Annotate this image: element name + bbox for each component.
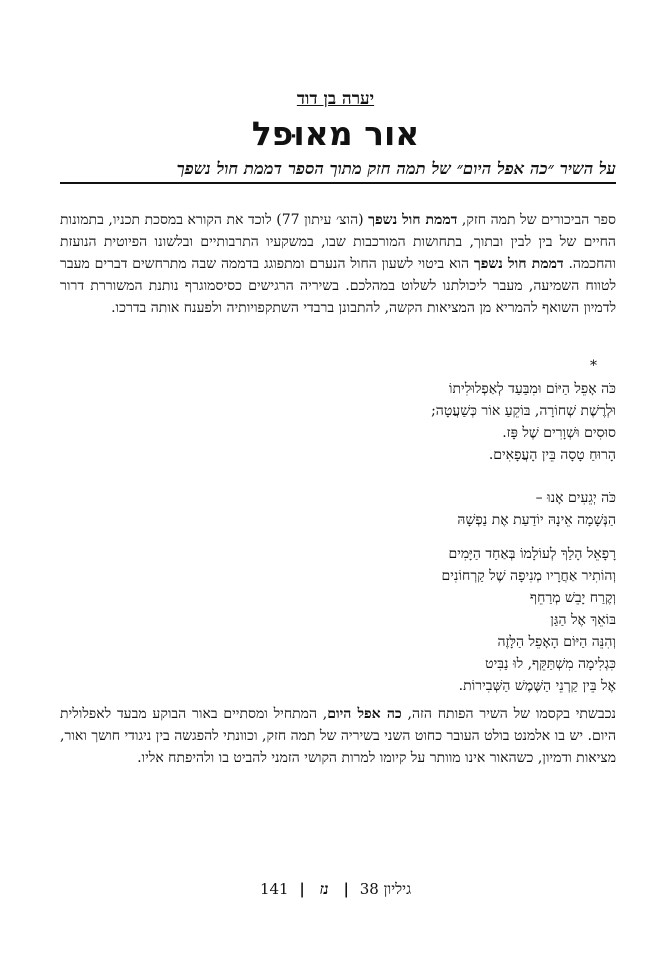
intro-book-1: דממת חול נשפך	[368, 212, 458, 228]
poem-line: הָרוּחַ טָסָה בֵּין הָעֲפָאִים.	[488, 447, 616, 463]
poem-line: אֶל בֵּין קַרְנֵי הַשֶּׁמֶשׁ הַשְּׁבִירוֹת.	[458, 678, 616, 694]
analysis-text-2: , המתחיל ומסתיים באור הבוקע מבעד לאפלולית היום. יש בו אלמנט בולט העובר כחוט השני בשיריה של תמה חזק, וכוונתי להפגשה בין ניגודי חושך ואור, מציאות ודמיון, כשהאור אינו מוותר על קיומו למרות הקושי הזמני להביט בו ולהיפתח אליו.	[60, 706, 616, 766]
journal-logo: נז	[319, 880, 329, 898]
poem-stanza-2	[457, 487, 616, 531]
poem-stanza-3	[442, 543, 617, 697]
poem-line: סוּסִים וּשְׁוָרִים שֶׁל פָּז.	[502, 425, 616, 441]
footer-divider: |	[343, 880, 349, 898]
subtitle-text: על השיר ״כה אפל היום״ של תמה חזק מתוך הספר	[287, 159, 616, 178]
section-separator: *	[590, 358, 597, 374]
intro-paragraph	[60, 209, 616, 319]
intro-text-3: הוא ביטוי לשעון החול הנערם ומתפוגג בדממה שבה מתרחשים דברים מעבר לטווח השמיעה, מעבר ליכולתנו לשלוט במהלכם. בשיריה הרגישים כסיסמוגרף נותנת המשוררת דרור לדמיון השואף להמריא מן המציאות הקשה, להתבונן ברבדי השתקפויותיה ולפענח אותה בדרכו.	[60, 256, 616, 316]
poem-line: בּוֹאֵךְ אֶל הַגַּן	[550, 612, 616, 628]
poem-stanza-1	[431, 378, 616, 466]
intro-text-1: ספר הביכורים של תמה חזק,	[457, 212, 616, 228]
analysis-poem-title: כה אפל היום	[327, 706, 402, 722]
poem-line: כֹּה אָפֵל הַיּוֹם וּמִבַּעַד לְאַפְלוּלִיתוֹ	[448, 381, 616, 397]
article-subtitle	[60, 158, 616, 184]
author-name: יערה בן דוד	[296, 89, 375, 109]
subtitle-book-title: דממת חול נשפך	[176, 159, 283, 178]
journal-issue: גיליון 38	[359, 880, 412, 898]
poem-line: וְהוֹתִיר אַחֲרָיו מְנִיפָה שֶׁל קַרְחוֹנִים	[441, 568, 616, 584]
poem-line: כִּגְלִימָה מִשְׁתַּקֵּף, לוּ נַבִּיט	[485, 656, 616, 672]
analysis-paragraph	[60, 703, 616, 769]
poem-line: וְקֶרַח יָבֵשׁ מְרַחֵף	[529, 590, 616, 606]
poem-line: וּלְרֶשֶׁת שְׁחוֹרָה, בּוֹקֵעַ אוֹר כְּשַׁעֲטָה;	[431, 403, 616, 419]
poem-line: וְהִנֵּה הַיּוֹם הָאָפֵל הַלָּזֶה	[497, 634, 616, 650]
intro-book-2: דממת חול נשפך	[473, 256, 564, 272]
intro-text-2: (הוצ׳ עיתון 77) לוכד את הקורא במסכת תכניו, בתמונות החיים של בין לבין ובתוך, בתחושות המורכבות שבו, במשקעיו התרבותיים ובלשונו הפיוטית הנועזת והחכמה.	[60, 212, 617, 272]
poem-line: רָפָאֵל הָלַךְ לְעוֹלָמוֹ בְּאַחַד הַיָּמִים	[448, 546, 616, 562]
analysis-text-1: נכבשתי בקסמו של השיר הפותח הזה,	[401, 706, 616, 722]
footer-divider: |	[299, 880, 305, 898]
poem-line: הַנְּשָׁמָה אֵינָהּ יוֹדַעַת אֶת נַפְשָׁהּ	[457, 512, 616, 528]
article-title: אור מאוּפל	[251, 114, 420, 153]
poem-line: כֹּה יְגֵעִים אָנוּ –	[535, 490, 616, 506]
page-footer	[0, 880, 671, 899]
page-number: 141	[259, 880, 289, 898]
